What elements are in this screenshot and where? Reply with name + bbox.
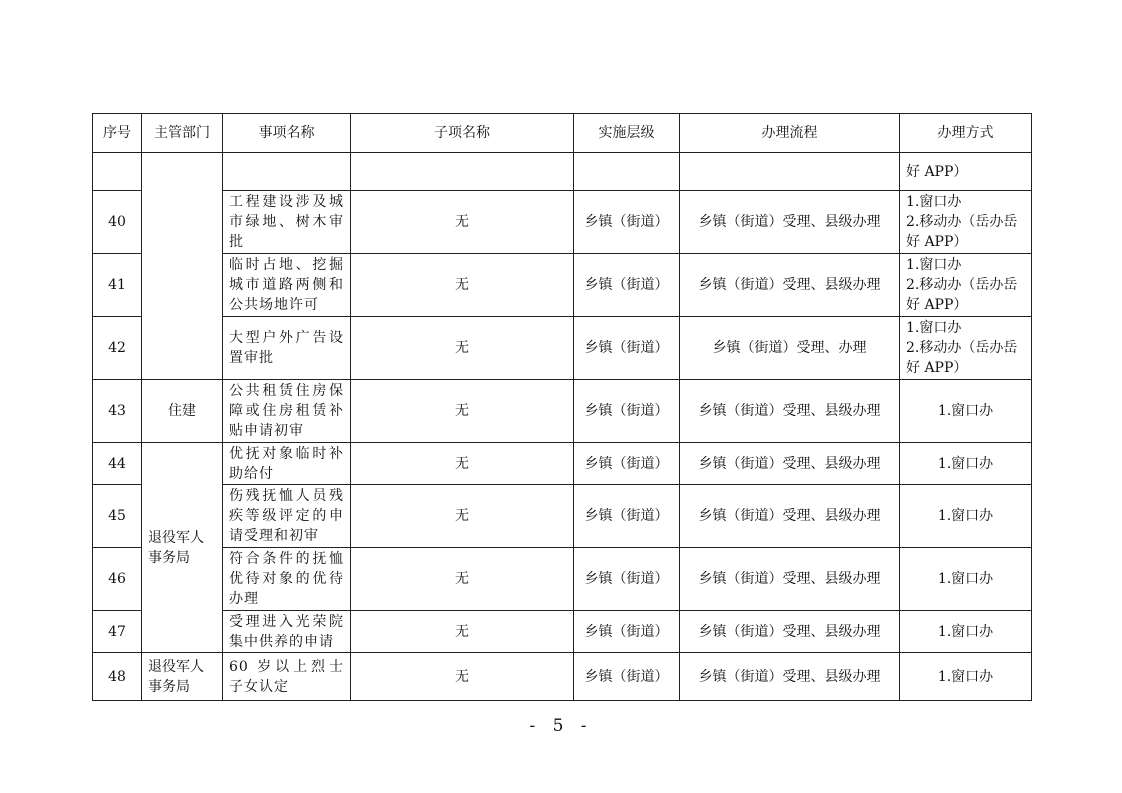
sub-item: 无 xyxy=(351,317,574,380)
level: 乡镇（街道） xyxy=(574,191,680,254)
row-no: 45 xyxy=(93,485,142,548)
method: 1.窗口办 xyxy=(900,653,1032,701)
table-row xyxy=(93,191,1032,254)
method-continued: 好 APP） xyxy=(900,153,1032,191)
item-name: 符合条件的抚恤优待对象的优待办理 xyxy=(223,548,351,611)
method: 1.窗口办 xyxy=(900,611,1032,653)
row-no: 44 xyxy=(93,443,142,485)
flow: 乡镇（街道）受理、县级办理 xyxy=(680,611,900,653)
item-name xyxy=(223,153,351,191)
table-row xyxy=(93,611,1032,653)
sub-item: 无 xyxy=(351,380,574,443)
page-number: - 5 - xyxy=(529,716,593,736)
level: 乡镇（街道） xyxy=(574,653,680,701)
flow: 乡镇（街道）受理、县级办理 xyxy=(680,548,900,611)
method-line: 1.窗口办 xyxy=(906,257,962,273)
method-line: 好 APP） xyxy=(906,297,968,313)
dept: 退役军人事务局 xyxy=(142,653,223,701)
header-sub-item: 子项名称 xyxy=(351,114,574,153)
method-line: 2.移动办（岳办岳 xyxy=(906,277,1018,293)
flow: 乡镇（街道）受理、县级办理 xyxy=(680,485,900,548)
dept-cell-blank xyxy=(142,153,223,380)
flow: 乡镇（街道）受理、县级办理 xyxy=(680,380,900,443)
level: 乡镇（街道） xyxy=(574,611,680,653)
header-no: 序号 xyxy=(93,114,142,153)
flow: 乡镇（街道）受理、县级办理 xyxy=(680,443,900,485)
header-level: 实施层级 xyxy=(574,114,680,153)
row-no: 41 xyxy=(93,254,142,317)
table-row xyxy=(93,153,1032,191)
table-row xyxy=(93,380,1032,443)
flow: 乡镇（街道）受理、县级办理 xyxy=(680,653,900,701)
item-name: 临时占地、挖掘城市道路两侧和公共场地许可 xyxy=(223,254,351,317)
sub-item: 无 xyxy=(351,254,574,317)
header-method: 办理方式 xyxy=(900,114,1032,153)
sub-item: 无 xyxy=(351,548,574,611)
method-line: 1.窗口办 xyxy=(906,194,962,210)
flow: 乡镇（街道）受理、县级办理 xyxy=(680,191,900,254)
table-row xyxy=(93,254,1032,317)
item-name: 大型户外广告设置审批 xyxy=(223,317,351,380)
sub-item: 无 xyxy=(351,611,574,653)
row-no xyxy=(93,153,142,191)
level: 乡镇（街道） xyxy=(574,548,680,611)
method: 1.窗口办 xyxy=(900,548,1032,611)
sub-item: 无 xyxy=(351,191,574,254)
row-no: 48 xyxy=(93,653,142,701)
table-row xyxy=(93,317,1032,380)
level: 乡镇（街道） xyxy=(574,254,680,317)
sub-item: 无 xyxy=(351,485,574,548)
sub-item: 无 xyxy=(351,443,574,485)
header-item-name: 事项名称 xyxy=(223,114,351,153)
item-name: 公共租赁住房保障或住房租赁补贴申请初审 xyxy=(223,380,351,443)
sub-item: 无 xyxy=(351,653,574,701)
method xyxy=(900,191,1032,254)
table-header-row xyxy=(93,114,1032,153)
table-row xyxy=(93,653,1032,701)
item-name: 工程建设涉及城市绿地、树木审批 xyxy=(223,191,351,254)
item-name: 伤残抚恤人员残疾等级评定的申请受理和初审 xyxy=(223,485,351,548)
flow xyxy=(680,153,900,191)
method-line: 2.移动办（岳办岳 xyxy=(906,340,1018,356)
level: 乡镇（街道） xyxy=(574,317,680,380)
level xyxy=(574,153,680,191)
row-no: 40 xyxy=(93,191,142,254)
dept: 住建 xyxy=(142,380,223,443)
method xyxy=(900,254,1032,317)
level: 乡镇（街道） xyxy=(574,380,680,443)
table-row xyxy=(93,443,1032,485)
method: 1.窗口办 xyxy=(900,485,1032,548)
method-line: 好 APP） xyxy=(906,234,968,250)
table-row xyxy=(93,548,1032,611)
method-line: 1.窗口办 xyxy=(906,320,962,336)
level: 乡镇（街道） xyxy=(574,443,680,485)
method: 1.窗口办 xyxy=(900,443,1032,485)
row-no: 43 xyxy=(93,380,142,443)
method: 1.窗口办 xyxy=(900,380,1032,443)
flow: 乡镇（街道）受理、县级办理 xyxy=(680,254,900,317)
header-dept: 主管部门 xyxy=(142,114,223,153)
method xyxy=(900,317,1032,380)
dept-merged: 退役军人事务局 xyxy=(142,443,223,653)
method-line: 好 APP） xyxy=(906,360,968,376)
row-no: 42 xyxy=(93,317,142,380)
service-items-table xyxy=(92,113,1032,701)
item-name: 60 岁以上烈士子女认定 xyxy=(223,653,351,701)
level: 乡镇（街道） xyxy=(574,485,680,548)
row-no: 47 xyxy=(93,611,142,653)
item-name: 受理进入光荣院集中供养的申请 xyxy=(223,611,351,653)
item-name: 优抚对象临时补助给付 xyxy=(223,443,351,485)
table-row xyxy=(93,485,1032,548)
flow: 乡镇（街道）受理、办理 xyxy=(680,317,900,380)
row-no: 46 xyxy=(93,548,142,611)
method-line: 2.移动办（岳办岳 xyxy=(906,214,1018,230)
sub-item xyxy=(351,153,574,191)
header-flow: 办理流程 xyxy=(680,114,900,153)
